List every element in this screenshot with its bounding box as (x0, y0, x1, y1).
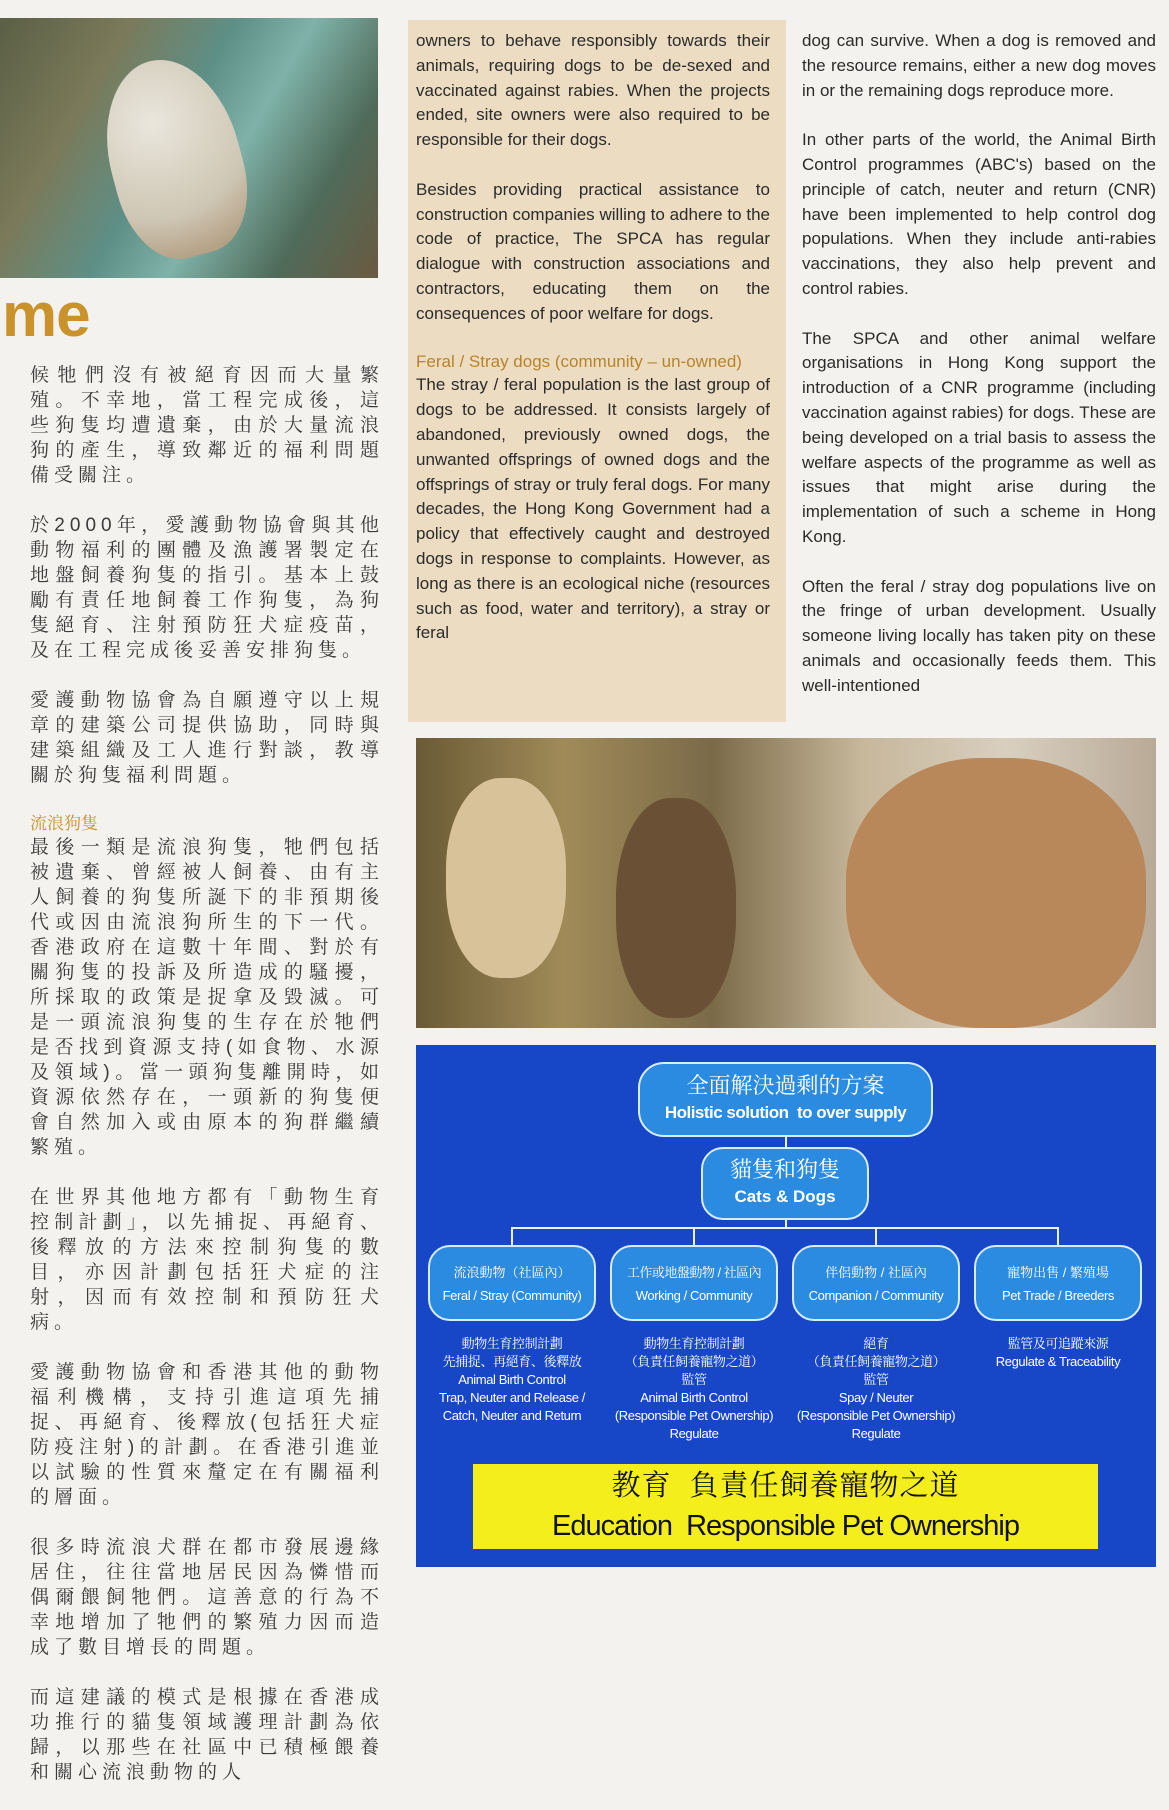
en-paragraph: owners to behave responsibly towards their animals, requiring dogs to be de-sexed and vaccinated against rabies. When the projects ended, site owners were also required to be responsible for their dogs. (416, 31, 770, 150)
branch-box-feral (428, 1245, 596, 1321)
detail-line: (Responsible Pet Ownership) (614, 1408, 774, 1423)
detail-line: (Responsible Pet Ownership) (796, 1408, 956, 1423)
branch-details-companion (787, 1335, 965, 1443)
branch-box-companion (792, 1245, 960, 1321)
branch-en: Companion / Community (808, 1288, 944, 1303)
zh-paragraph: 而這建議的模式是根據在香港成功推行的貓隻領域護理計劃為依歸，以那些在社區中已積極餵養和關心流浪動物的人 (30, 1687, 384, 1783)
zh-paragraph: 很多時流浪犬群在都市發展邊緣居住，往往當地居民因為憐惜而偶爾餵飼牠們。這善意的行為不幸地增加了牠們的繁殖力因而造成了數目增長的問題。 (30, 1537, 384, 1658)
detail-line: Regulate (851, 1426, 901, 1441)
zh-paragraph: 於2000年，愛護動物協會與其他動物福利的團體及漁護署製定在地盤飼養狗隻的指引。基本上鼓勵有責任地飼養工作狗隻，為狗隻絕育、注射預防狂犬症疫苗，及在工程完成後妥善安排狗隻。 (30, 515, 384, 661)
zh-paragraph: 候牠們沒有被絕育因而大量繁殖。不幸地，當工程完成後，這些狗隻均遭遺棄，由於大量流浪狗的產生，導致鄰近的福利問題備受關注。 (30, 365, 384, 486)
holistic-solution-diagram (416, 1045, 1156, 1567)
detail-line: 動物生育控制計劃 (643, 1336, 745, 1351)
branch-details-pet-trade (969, 1335, 1147, 1371)
left-text-column (30, 363, 384, 1810)
banner-en: Education Responsible Pet Ownership (552, 1510, 1019, 1542)
detail-line: Trap, Neuter and Release / (439, 1390, 585, 1405)
dog-figure (616, 798, 736, 1018)
branch-en: Pet Trade / Breeders (1002, 1288, 1114, 1303)
connector-line (1057, 1227, 1059, 1245)
middle-box-en: Cats & Dogs (734, 1187, 836, 1206)
branch-box-pet-trade (974, 1245, 1142, 1321)
middle-text-column (416, 29, 770, 646)
zh-paragraph: 在世界其他地方都有「動物生育控制計劃」，以先捕捉、再絕育、後釋放的方法來控制狗隻的數目，亦因計劃包括狂犬症的注射，因而有效控制和預防狂犬病。 (30, 1187, 384, 1333)
stray-dogs-photo (416, 738, 1156, 1028)
banner-zh: 教育 負責任飼養寵物之道 (611, 1470, 960, 1502)
dog-figure (446, 778, 566, 978)
branch-details-working (605, 1335, 783, 1443)
en-paragraph: Besides providing practical assistance to construction companies willing to adhere to the code of practice, The SPCA has regular dialogue with construction associations and contractors, educating them on the consequences of poor welfare for dogs. (416, 179, 770, 323)
en-paragraph: The stray / feral population is the last group of dogs to be addressed. It consists largely of abandoned, previously owned dogs, the unwanted offsprings of owned dogs and the offsprings of stray or truly feral dogs. For many decades, the Hong Kong Government had a policy that effectively caught and destroyed dogs in response to complaints. However, as long as there is an ecological niche (resources such as food, water and territory), a stray or feral (416, 375, 770, 643)
branch-zh: 寵物出售 / 繁殖場 (1007, 1265, 1109, 1280)
dog-figure (846, 758, 1146, 1028)
connector-line (511, 1227, 513, 1245)
right-text-column (802, 29, 1156, 699)
dog-leaving-crate-photo (0, 18, 378, 278)
branch-box-working (610, 1245, 778, 1321)
detail-line: （負責任飼養寵物之道） (806, 1354, 946, 1369)
detail-line: Regulate (669, 1426, 719, 1441)
en-paragraph: In other parts of the world, the Animal Birth Control programmes (ABC's) based on the principle of catch, neuter and return (CNR) have been implemented to help control dog populations. When they include anti-rabies vaccinations, they also help prevent and control rabies. (802, 130, 1156, 298)
branch-zh: 流浪動物（社區內） (453, 1265, 571, 1280)
detail-line: Catch, Neuter and Return (442, 1408, 582, 1423)
detail-line: 先捕捉、再絕育、後釋放 (442, 1354, 582, 1369)
detail-line: Animal Birth Control (640, 1390, 748, 1405)
detail-line: Spay / Neuter (838, 1390, 914, 1405)
diagram-top-box (638, 1062, 933, 1137)
zh-paragraph: 愛護動物協會和香港其他的動物福利機構，支持引進這項先捕捉、再絕育、後釋放(包括狂犬症防疫注射)的計劃。在香港引進並以試驗的性質來釐定在有關福利的層面。 (30, 1362, 384, 1508)
en-paragraph: Often the feral / stray dog populations live on the fringe of urban development. Usually someone living locally has taken pity on these animals and occasionally feeds them. This well-intentioned (802, 576, 1156, 695)
detail-line: 絕育 (863, 1336, 889, 1351)
top-box-en: Holistic solution to over supply (664, 1103, 907, 1122)
en-paragraph: The SPCA and other animal welfare organisations in Hong Kong support the introduction of a CNR programme (including vaccination against rabies) for dogs. These are being developed on a trial basis to assess the welfare aspects of the programme as well as issues that might arise during the implementation of such a scheme in Hong Kong. (802, 328, 1156, 546)
section-heading: me (2, 281, 90, 350)
detail-line: Regulate & Traceability (995, 1354, 1121, 1369)
diagram-middle-box (701, 1147, 869, 1220)
connector-line (511, 1227, 1059, 1229)
connector-line (785, 1137, 787, 1147)
top-box-zh: 全面解決過剩的方案 (686, 1073, 885, 1098)
branch-en: Feral / Stray (Community) (442, 1288, 582, 1303)
dog-figure (86, 45, 263, 272)
en-subheading: Feral / Stray dogs (community – un-owned) (416, 352, 742, 372)
connector-line (875, 1227, 877, 1245)
branch-details-feral (423, 1335, 601, 1425)
branch-en: Working / Community (635, 1288, 753, 1303)
connector-line (693, 1227, 695, 1245)
zh-paragraph: 愛護動物協會為自願遵守以上規章的建築公司提供協助，同時與建築組織及工人進行對談，教導關於狗隻福利問題。 (30, 690, 384, 786)
education-banner (473, 1464, 1098, 1549)
middle-box-zh: 貓隻和狗隻 (729, 1157, 840, 1182)
detail-line: 監管及可追蹤來源 (1007, 1336, 1109, 1351)
zh-paragraph: 最後一類是流浪狗隻，牠們包括被遺棄、曾經被人飼養、由有主人飼養的狗隻所誕下的非預期後代或因由流浪狗所生的下一代。香港政府在這數十年間、對於有關狗隻的投訴及所造成的騷擾，所採取的政策是捉拿及毀滅。可是一頭流浪狗隻的生存在於牠們是否找到資源支持(如食物、水源及領域)。當一頭狗隻離開時，如資源依然存在，一頭新的狗隻便會自然加入或由原本的狗群繼續繁殖。 (30, 837, 384, 1158)
en-paragraph: dog can survive. When a dog is removed and the resource remains, either a new dog moves in or the remaining dogs reproduce more. (802, 31, 1156, 100)
detail-line: 監管 (863, 1372, 889, 1387)
branch-zh: 工作或地盤動物 / 社區內 (626, 1265, 762, 1280)
branch-zh: 伴侶動物 / 社區內 (825, 1265, 927, 1280)
detail-line: 監管 (681, 1372, 707, 1387)
detail-line: 動物生育控制計劃 (461, 1336, 563, 1351)
detail-line: （負責任飼養寵物之道） (624, 1354, 764, 1369)
zh-subheading: 流浪狗隻 (30, 814, 98, 833)
detail-line: Animal Birth Control (458, 1372, 566, 1387)
